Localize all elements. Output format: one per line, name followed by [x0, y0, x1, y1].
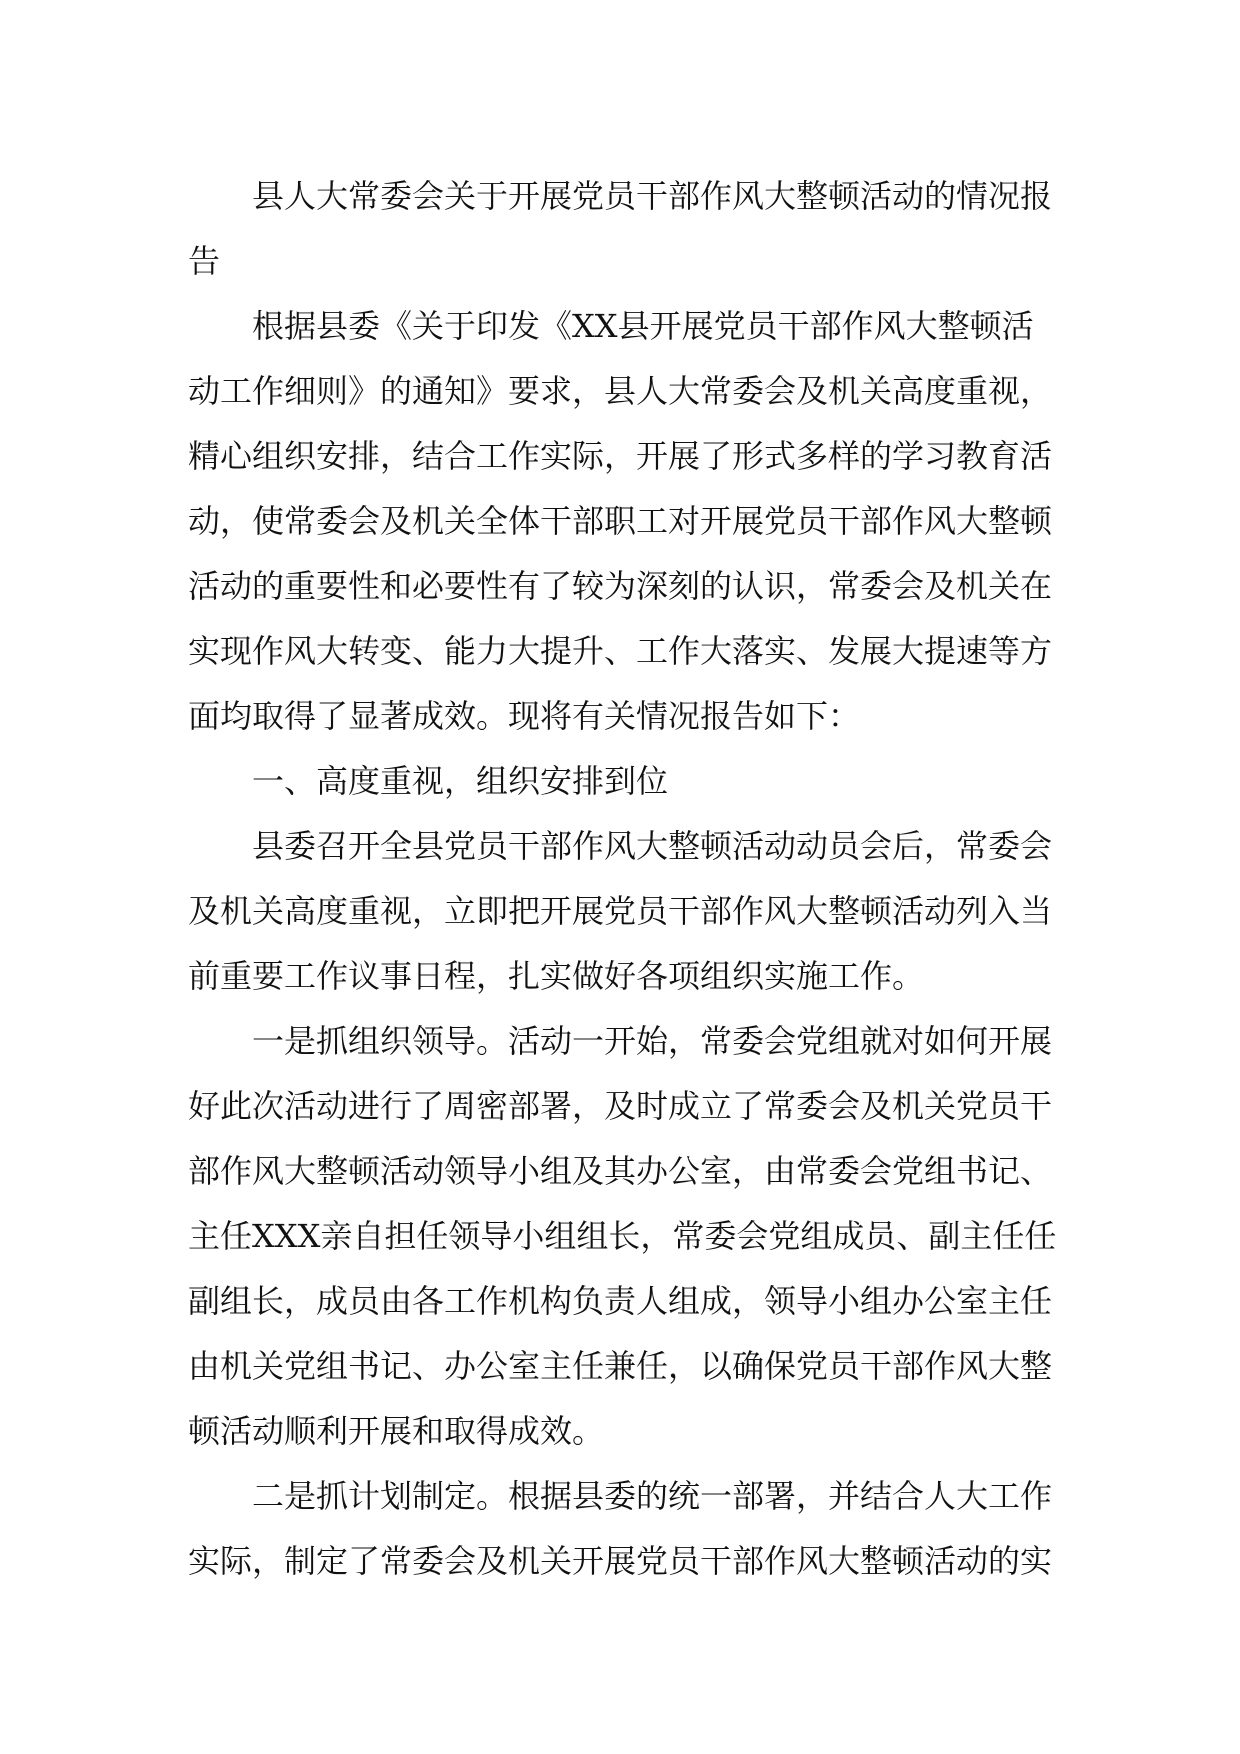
paragraph-planning: 二是抓计划制定。根据县委的统一部署，并结合人大工作实际，制定了常委会及机关开展党员干部作风大整顿活动的实 [188, 1477, 1053, 1580]
paragraph-section-1: 县委召开全县党员干部作风大整顿活动动员会后，常委会及机关高度重视，立即把开展党员干部作风大整顿活动列入当前重要工作议事日程，扎实做好各项组织实施工作。 [188, 827, 1053, 995]
section-heading-1: 一、高度重视，组织安排到位 [252, 762, 669, 800]
paragraph-intro: 根据县委《关于印发《XX县开展党员干部作风大整顿活动工作细则》的通知》要求，县人大常委会及机关高度重视，精心组织安排，结合工作实际，开展了形式多样的学习教育活动，使常委会及机关全体干部职工对开展党员干部作风大整顿活动的重要性和必要性有了较为深刻的认识，常委会及机关在实现作风大转变、能力大提升、工作大落实、发展大提速等方面均取得了显著成效。现将有关情况报告如下： [188, 307, 1053, 735]
document-body [188, 164, 1060, 1594]
document-title: 县人大常委会关于开展党员干部作风大整顿活动的情况报告 [188, 177, 1053, 280]
paragraph-organization: 一是抓组织领导。活动一开始，常委会党组就对如何开展好此次活动进行了周密部署，及时成立了常委会及机关党员干部作风大整顿活动领导小组及其办公室，由常委会党组书记、主任XXX亲自担任领导小组组长，常委会党组成员、副主任任副组长，成员由各工作机构负责人组成，领导小组办公室主任由机关党组书记、办公室主任兼任，以确保党员干部作风大整顿活动顺利开展和取得成效。 [188, 1022, 1057, 1450]
